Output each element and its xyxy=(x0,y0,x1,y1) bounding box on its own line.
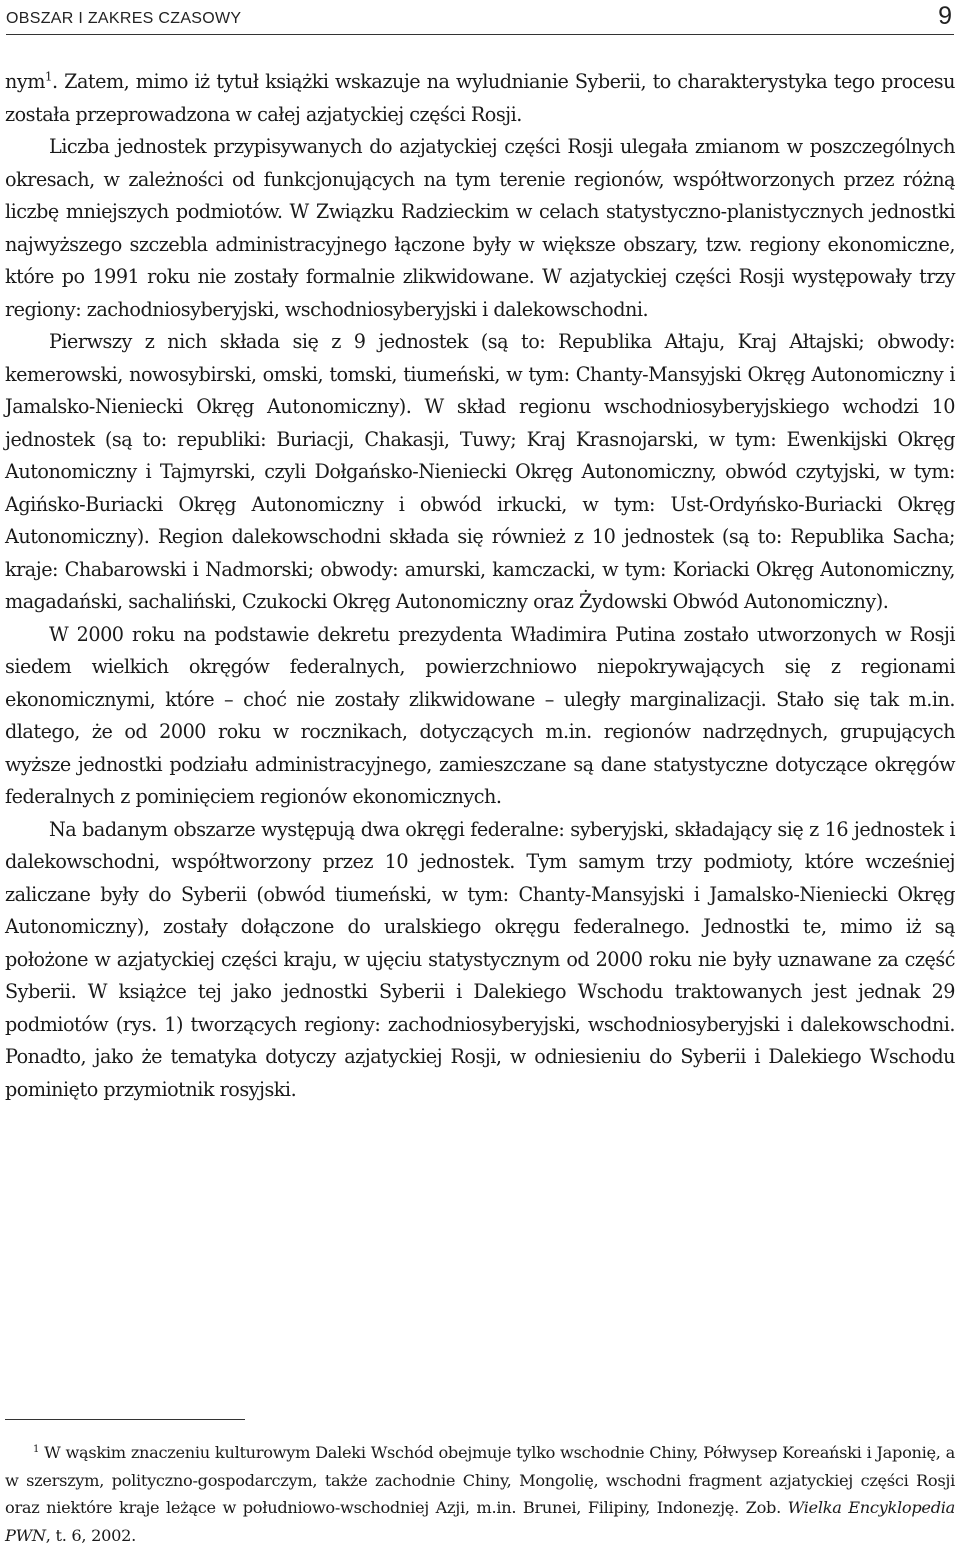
footnote-marker: 1 xyxy=(33,1443,40,1455)
paragraph-1-start: nym xyxy=(5,70,45,93)
footnote-reference: 1 xyxy=(44,69,52,84)
paragraph-2: Liczba jednostek przypisywanych do azjatyckiej części Rosji ulegała zmianom w poszczególnych okresach, w zależności od funkcjonujących na tym terenie regionów, współtworzonych przez różną liczbę mniejszych podmiotów. W Związku Radzieckim w celach statystyczno-planistycznych jednostki najwyższego szczebla administracyjnego łączone były w większe obszary, tzw. regiony ekonomiczne, które po 1991 roku nie zostały formalnie zlikwidowane. W azjatyckiej części Rosji występowały trzy regiony: zachodniosyberyjski, wschodniosyberyjski i dalekowschodni. xyxy=(5,135,955,321)
page-number: 9 xyxy=(938,2,952,30)
footnote-text-end: , t. 6, 2002. xyxy=(45,1525,136,1545)
body-text xyxy=(5,66,955,1106)
paragraph-5: Na badanym obszarze występują dwa okręgi federalne: syberyjski, składający się z 16 jednostek i dalekowschodni, współtworzony przez 10 jednostek. Tym samym trzy podmioty, które wcześniej zaliczane były do Syberii (obwód tiumeński, w tym: Chanty-Mansyjski i Jamalsko-Nieniecki Okręg Autonomiczny), zostały dołączone do uralskiego okręgu federalnego. Jednostki te, mimo iż są położone w azjatyckiej części kraju, w ujęciu statystycznym od 2000 roku nie były uznawane za część Syberii. W książce tej jako jednostki Syberii i Dalekiego Wschodu traktowanych jest jednak 29 podmiotów (rys. 1) tworzących regiony: zachodniosyberyjski, wschodniosyberyjski i dalekowschodni. Ponadto, jako że tematyka dotyczy azjatyckiej Rosji, w odniesieniu do Syberii i Dalekiego Wschodu pominięto przymiotnik rosyjski. xyxy=(5,817,955,1101)
footnote-source-title: Wielka Encyklopedia PWN xyxy=(5,1498,955,1545)
footnote-text: W wąskim znaczeniu kulturowym Daleki Wschód obejmuje tylko wschodnie Chiny, Półwysep Koreański i Japonię, a w szerszym, polityczno-gospodarczym, także zachodnie Chiny, Mongolię, wschodni fragment azjatyckiej części Rosji oraz niektóre kraje leżące w południowo-wschodniej Azji, m.in. Brunei, Filipiny, Indonezję. Zob. xyxy=(5,1443,955,1517)
paragraph-3: Pierwszy z nich składa się z 9 jednostek (są to: Republika Ałtaju, Kraj Ałtajski; obwody: kemerowski, nowosybirski, omski, tomski, tiumeński, w tym: Chanty-Mansyjski Okręg Autonomiczny i Jamalsko-Nieniecki Okręg Autonomiczny). W skład regionu wschodniosyberyjskiego wchodzi 10 jednostek (są to: republiki: Buriacji, Chakasji, Tuwy; Kraj Krasnojarski, w tym: Ewenkijski Okręg Autonomiczny i Tajmyrski, czyli Dołgańsko-Nieniecki Okręg Autonomiczny, obwód czytyjski, w tym: Agińsko-Buriacki Okręg Autonomiczny i obwód irkucki, w tym: Ust-Ordyńsko-Buriacki Okręg Autonomiczny). Region dalekowschodni składa się również z 10 jednostek (są to: Republika Sacha; kraje: Chabarowski i Nadmorski; obwody: amurski, kamczacki, w tym: Koriacki Okręg Autonomiczny, magadański, sachaliński, Czukocki Okręg Autonomiczny oraz Żydowski Obwód Autonomiczny). xyxy=(5,330,955,613)
page-header xyxy=(6,4,954,35)
footnote-divider xyxy=(5,1419,245,1420)
paragraph-1-rest: . Zatem, mimo iż tytuł książki wskazuje na wyludnianie Syberii, to charakterystyka tego procesu została przeprowadzona w całej azjatyckiej części Rosji. xyxy=(5,70,955,126)
footnote xyxy=(5,1439,955,1549)
running-head: OBSZAR I ZAKRES CZASOWY xyxy=(6,10,242,27)
paragraph-4: W 2000 roku na podstawie dekretu prezydenta Władimira Putina zostało utworzonych w Rosji siedem wielkich okręgów federalnych, powierzchniowo niepokrywających się z regionami ekonomicznymi, które – choć nie zostały zlikwidowane – uległy marginalizacji. Stało się tak m.in. dlatego, że od 2000 roku w rocznikach, dotyczących m.in. regionów nadrzędnych, grupujących wyższe jednostki podziału administracyjnego, zamieszczane są dane statystyczne dotyczące okręgów federalnych z pominięciem regionów ekonomicznych. xyxy=(5,622,955,808)
paragraph-1 xyxy=(5,66,955,131)
